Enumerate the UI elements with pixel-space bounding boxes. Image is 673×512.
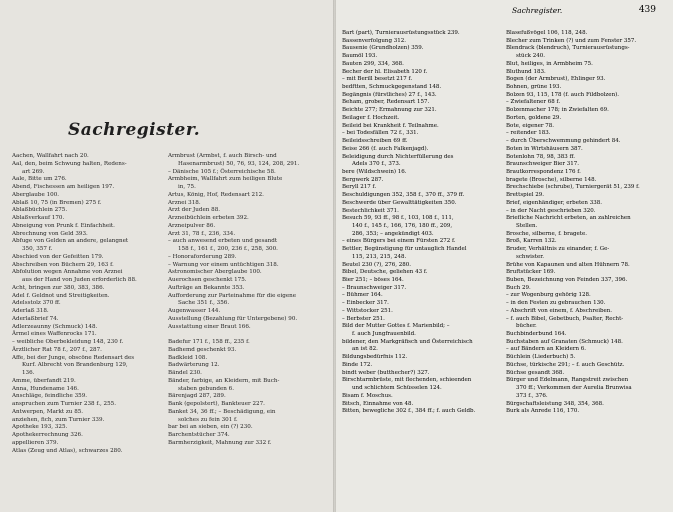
index-entry: 140 f., 145 f., 166, 176, 180 ff., 209, bbox=[352, 222, 453, 229]
index-entry: Brosche, silberne, f. bragete. bbox=[506, 230, 587, 237]
index-entry: Buchstaben auf Granaten (Schmuck) 148. bbox=[506, 338, 623, 345]
index-entry: bar bei an sieben, ein (?) 230. bbox=[168, 424, 253, 431]
index-entry: Ärztlicher Rat 78 f., 207 f., 287. bbox=[12, 346, 102, 353]
index-entry: 286, 353; – angekündigt 403. bbox=[352, 230, 434, 237]
index-entry: Birschtarmbrüste, mit flechenden, schieenden bbox=[342, 377, 472, 384]
index-entry: Abneigung von Prunk f. Einfachheit. bbox=[12, 222, 115, 229]
index-entry: – in den Festen zu gebrauchen 130. bbox=[506, 300, 606, 307]
index-entry: – durch Überschwemmung gehindert 84. bbox=[506, 138, 621, 145]
index-entry: Beryll 217 f. bbox=[342, 184, 377, 191]
index-entry: – Wittstocker 251. bbox=[342, 307, 393, 314]
index-entry: Beutel 230 (?), 276, 280. bbox=[342, 261, 412, 268]
index-entry: Braunschweiger Bier 317. bbox=[506, 161, 580, 168]
index-entry: Bote, eigener 78. bbox=[506, 122, 555, 129]
index-entry: Bruder, Verhältnis zu einander, f. Ge- bbox=[506, 246, 610, 253]
index-entry: Buchbinderbund 164. bbox=[506, 331, 567, 338]
index-entry: Büchse, türkische 291; – f. auch Geschütz. bbox=[506, 361, 625, 368]
index-entry bbox=[168, 331, 328, 339]
index-entry: – auch anwesend erbeten und gesandt bbox=[168, 238, 278, 245]
index-entry: – zur Wogenburg gehörig 128. bbox=[506, 292, 591, 299]
index-entry: schwister. bbox=[516, 253, 544, 260]
index-entry: Beichte 277; Ermahnung zur 321. bbox=[342, 107, 437, 114]
index-entry: Buch 29. bbox=[506, 284, 531, 291]
index-entry: Bolzen 93, 115, 178 (f. auch Fildbolzen). bbox=[506, 91, 619, 98]
index-entry: Abschreiben von Büchern 29, 163 f. bbox=[12, 261, 114, 268]
index-entry: bindt weber (butthecher?) 327. bbox=[342, 369, 430, 376]
index-entry: – Einbecker 317. bbox=[342, 300, 389, 307]
index-entry: Aderlaß 318. bbox=[12, 308, 49, 314]
index-entry: Aufträge an Bekannte 353. bbox=[168, 284, 245, 291]
index-column-3 bbox=[342, 30, 502, 416]
index-entry: Abend, Fischessen am heiligen 197. bbox=[12, 184, 115, 190]
index-entry: Bruftstücker 169. bbox=[506, 269, 556, 276]
index-entry: Adel f. Geldnot und Streitigkeiten. bbox=[12, 292, 110, 299]
index-entry: Broß, Karren 132. bbox=[506, 238, 557, 245]
index-entry: Abschied von der Gefeitten 179. bbox=[12, 253, 104, 260]
index-entry: solches zu fein 301 f. bbox=[178, 416, 238, 423]
index-entry: Ablaßverkauf 170. bbox=[12, 215, 65, 221]
index-entry: Baumöl 193. bbox=[342, 53, 378, 60]
index-entry: – Bühmer 164. bbox=[342, 292, 383, 299]
index-entry: Bier 251; – böses 164. bbox=[342, 277, 404, 283]
index-entry: Blendrack (blendruch), Turnierausrüstungs- bbox=[506, 45, 630, 52]
index-entry: – Berbster 251. bbox=[342, 315, 385, 322]
index-entry: Barchentstücher 374. bbox=[168, 432, 230, 438]
index-entry: Besuch 59, 93 ff., 98 f., 103, 108 f., 111, bbox=[342, 215, 454, 222]
index-entry: staben gebunden 6. bbox=[178, 385, 235, 392]
index-entry: Atlas (Zeug und Atlas), schwarzes 280. bbox=[12, 447, 123, 454]
index-entry: f. auch Jungfrauenbild. bbox=[352, 331, 416, 338]
index-entry: Bolzenmacher 178; in Zwiefalten 69. bbox=[506, 107, 609, 114]
index-entry: – Warnung vor einem untüchtigen 318. bbox=[168, 261, 279, 268]
index-entry: Blecher zum Trinken (?) und zum Fenster 357. bbox=[506, 37, 637, 44]
index-entry: Ausstellung (Bezahlung für Untergebene) 90. bbox=[168, 315, 298, 322]
index-entry: Ablaßbüchlein 275. bbox=[12, 207, 68, 214]
index-entry: Beilager f. Hochzeit. bbox=[342, 114, 400, 121]
index-entry: Bitten, bewegliche 302 f., 384 ff.; f. auch Geldb. bbox=[342, 408, 476, 415]
index-entry: in, 75. bbox=[178, 184, 196, 190]
index-entry: Bauten 299, 334, 368. bbox=[342, 60, 404, 67]
index-entry: Affe, bei der Junge, obscöne Redensart des bbox=[12, 354, 135, 361]
index-entry: Beschwerde über Gewalttätigkeiten 350. bbox=[342, 199, 457, 206]
page-number: 439 bbox=[638, 5, 656, 15]
index-entry: Aale, Bitte um 276. bbox=[12, 176, 67, 183]
index-entry: Barmherzigkeit, Mahnung zur 332 f. bbox=[168, 439, 272, 446]
index-entry: Begängnis (fürstliches) 27 f., 143. bbox=[342, 91, 437, 98]
index-entry: an ist 82. bbox=[352, 346, 378, 353]
index-entry: Augenwasser 144. bbox=[168, 308, 221, 314]
index-entry: Aufforderung zur Parteinahme für die eigene bbox=[168, 292, 297, 299]
index-entry: Arzt 31, 78 f., 236, 334. bbox=[168, 230, 236, 237]
index-entry: 115, 213, 215, 248. bbox=[352, 253, 407, 260]
index-entry: Bergwerk 287. bbox=[342, 176, 384, 183]
index-entry: Bohnen, grüne 193. bbox=[506, 84, 562, 91]
index-entry: Aachen, Wallfahrt nach 20. bbox=[12, 153, 89, 159]
index-entry: Arznei 318. bbox=[168, 199, 201, 206]
index-entry: Beleidigung durch Nichterfüllerung des bbox=[342, 153, 454, 160]
index-entry: Ablaß 10, 75 (in Bremen) 275 f. bbox=[12, 199, 102, 206]
index-entry: – reitender 183. bbox=[506, 130, 551, 137]
index-entry: Bild der Mutter Gottes f. Marienbild; – bbox=[342, 323, 450, 330]
index-entry: Binde 172. bbox=[342, 361, 373, 368]
index-entry: Becher der hl. Elisabeth 120 f. bbox=[342, 68, 428, 75]
index-entry: Beileid bei Krankheit f. Teilnahme. bbox=[342, 122, 439, 129]
index-entry: Anna, Hundename 146. bbox=[12, 385, 79, 392]
index-entry: Bassenverfolgung 312. bbox=[342, 37, 406, 44]
index-entry: Hasenarmbrust) 50, 76, 93, 124, 208, 291. bbox=[178, 160, 300, 167]
index-entry: Aberglaube 100. bbox=[12, 191, 60, 198]
index-entry: 370 ff.; Verkommen der Aurelia Brunwisa bbox=[516, 385, 632, 392]
index-entry: Brautkorrespondenz 176 f. bbox=[506, 168, 581, 175]
index-entry: Borten, goldene 29. bbox=[506, 114, 562, 121]
page-title: Sachregister. bbox=[68, 120, 201, 140]
index-entry: Beise 266 (f. auch Falkenjagd). bbox=[342, 145, 429, 152]
index-entry: anziehen, fich, zum Turnier 339. bbox=[12, 416, 105, 423]
index-entry: Adelsstolz 370 ff. bbox=[12, 300, 61, 307]
index-entry: Bibel, Deutsche, geliehen 43 f. bbox=[342, 269, 428, 276]
index-entry: Bänder, farbige, an Kleidern, mit Buch- bbox=[168, 377, 280, 384]
index-entry: Badefur 171 f., 158 ff., 235 f. bbox=[168, 339, 250, 345]
index-entry: Burk als Anrede 116, 170. bbox=[506, 408, 580, 415]
index-entry: Adlerzeaunny (Schmuck) 148. bbox=[12, 323, 98, 330]
index-column-4 bbox=[506, 30, 670, 416]
running-head: Sachregister. bbox=[512, 6, 563, 15]
index-entry: – eines Bürgers bei einem Fürsten 272 f. bbox=[342, 238, 456, 245]
index-entry: bücher. bbox=[516, 323, 537, 330]
index-entry: und schlichtem Schüsselen 124. bbox=[352, 385, 442, 392]
index-entry: stück 240. bbox=[516, 53, 545, 60]
index-entry: Abfuge von Gelden an andere, gelangnet bbox=[12, 238, 129, 245]
index-entry: Antwerpen, Markt zu 85. bbox=[12, 408, 84, 415]
right-page-header bbox=[342, 6, 662, 20]
index-entry: Arzneipulver 86. bbox=[168, 222, 216, 229]
index-entry: bildener, den Markgräfisch und Österreichisch bbox=[342, 338, 473, 345]
index-entry: Ausstattung einer Braut 166. bbox=[168, 323, 251, 330]
index-entry: Anschläge, feindliche 359. bbox=[12, 393, 88, 400]
index-entry: Bisam f. Moschus. bbox=[342, 392, 393, 399]
index-entry: 350, 357 f. bbox=[22, 246, 53, 252]
index-entry: Armbheim, Wallfahrt zum heiligen Blute bbox=[168, 176, 283, 183]
index-entry: – Zwiefaltener 68 f. bbox=[506, 99, 561, 106]
index-entry: Beschuldigungen 352, 358 f., 370 ff., 379 ff. bbox=[342, 192, 465, 199]
index-entry: – mit Berill besetzt 217 f. bbox=[342, 76, 413, 83]
index-entry: bedftten, Schmuckgegenstand 148. bbox=[342, 84, 442, 91]
index-entry: – Braunschweiger 317. bbox=[342, 284, 407, 291]
index-entry: 373 f., 376. bbox=[516, 392, 548, 399]
index-entry: Auerochsen geschenkt 175. bbox=[168, 277, 247, 283]
index-entry: Astronomischer Aberglaube 100. bbox=[168, 269, 262, 276]
left-page bbox=[0, 0, 333, 512]
index-entry: Artus, König, Hof, Redensart 212. bbox=[168, 191, 264, 198]
index-entry: Bausenie (Grundholzen) 359. bbox=[342, 45, 424, 52]
index-entry: Bestechlichkeit 371. bbox=[342, 207, 399, 214]
index-entry: bragete (Brosche), silberne 148. bbox=[506, 176, 597, 183]
index-entry: appellieren 379. bbox=[12, 439, 59, 446]
index-column-2 bbox=[168, 153, 328, 448]
index-entry: art 269. bbox=[22, 168, 45, 175]
index-entry: Beileidsschreiben 69 ff. bbox=[342, 138, 408, 145]
index-entry: Amme, überfandt 219. bbox=[12, 377, 76, 384]
index-entry: Brühe von Kapaunen und alten Hühnern 78. bbox=[506, 261, 630, 268]
index-entry: Abrechnung von Geld 393. bbox=[12, 230, 88, 237]
index-entry: Aal, den, beim Schwung halten, Redens- bbox=[12, 160, 127, 167]
index-entry: Acht, bringen zur 380, 383, 386. bbox=[12, 284, 105, 291]
index-entry: Aderlaßbrief 74. bbox=[12, 315, 59, 322]
index-entry: Bürgschaftsleistung 348, 354, 368. bbox=[506, 400, 604, 407]
index-entry: Sache 351 f., 356. bbox=[178, 300, 230, 307]
index-entry: Buben, Bezeichnung von Feinden 337, 396. bbox=[506, 277, 628, 283]
index-entry: Apotheke 193, 325. bbox=[12, 424, 68, 431]
index-entry: Abfolution wegen Annahme von Arznei bbox=[12, 269, 123, 276]
index-entry: Bluthund 183. bbox=[506, 68, 546, 75]
index-entry: Botenlohn 78, 98, 383 ff. bbox=[506, 153, 575, 160]
index-entry: anspruchen zum Turnier 238 f., 255. bbox=[12, 401, 117, 407]
index-entry: Bildungsbedürfnis 112. bbox=[342, 354, 408, 361]
index-entry: – Dänische 105 f.; Österreichische 58. bbox=[168, 168, 276, 175]
index-entry: Blut, heiliges, in Armbheim 75. bbox=[506, 60, 593, 67]
index-entry: Adels 370 f., 373. bbox=[352, 161, 401, 168]
index-entry: Badhemd geschenkt 93. bbox=[168, 346, 237, 353]
index-entry: Arzt der Juden 88. bbox=[168, 207, 221, 214]
index-entry: Bärenjagd 287, 289. bbox=[168, 393, 226, 400]
index-entry: Boten in Wirtshäusern 387. bbox=[506, 145, 583, 152]
index-entry: – in der Nacht geschrieben 320. bbox=[506, 207, 596, 214]
index-entry: aus der Hand von Juden erforderlich 88. bbox=[22, 277, 137, 283]
index-entry: – auf Bändern an Kleidern 6. bbox=[506, 346, 587, 353]
index-entry: Brechschiebe (schrube), Turniergerät 51, 239 f. bbox=[506, 184, 640, 191]
index-entry: Badwärterung 12. bbox=[168, 362, 220, 369]
index-entry: Arzneibüchlein erbeten 392. bbox=[168, 215, 249, 221]
index-entry: Armbrust (Armbst, f. auch Birsch- und bbox=[168, 153, 277, 159]
index-entry: Banket 34, 36 ff.; – Beschädigung, ein bbox=[168, 408, 276, 415]
index-entry: Apothekerrechnung 326. bbox=[12, 432, 83, 438]
index-entry: Kurf. Albrecht von Brandenburg 129, bbox=[22, 362, 128, 369]
index-entry: Brettspiel 29. bbox=[506, 192, 544, 199]
index-entry: Briefliche Nachricht erbeten, an zahlreichen bbox=[506, 215, 631, 222]
index-entry: Blasefußvögel 106, 118, 248. bbox=[506, 30, 588, 36]
index-entry: Stellen. bbox=[516, 222, 538, 229]
index-column-1 bbox=[12, 153, 162, 455]
index-entry: Bitsch, Einnahme von 48. bbox=[342, 400, 414, 407]
index-entry: – Abschrift von einem, f. Abschreiben. bbox=[506, 307, 613, 314]
index-entry: Bank (gepolstert), Bankteuer 227. bbox=[168, 401, 265, 407]
index-entry: – weibliche Oberbekleidung 148, 230 f. bbox=[12, 339, 124, 345]
index-entry: Brief, eigenhändiger, erbeten 338. bbox=[506, 199, 602, 206]
index-entry: Büchse gesandt 368. bbox=[506, 369, 565, 376]
index-entry: 158 f., 161 f., 200, 236 f., 258, 300. bbox=[178, 246, 278, 252]
index-entry: Ärmel eines Waffenrocks 171. bbox=[12, 331, 97, 338]
index-entry: – f. auch Bibel, Gebetbuch, Psalter, Recht- bbox=[506, 315, 624, 322]
index-entry: Bändel 230. bbox=[168, 370, 202, 376]
index-entry: Bart (part), Turnierausrüstungsstück 239. bbox=[342, 30, 460, 36]
index-entry: – Honoraforderung 289. bbox=[168, 253, 237, 260]
index-entry: 136. bbox=[22, 370, 35, 376]
index-entry: Büchlein (Liederbuch) 5. bbox=[506, 354, 576, 361]
index-entry: Bogen (der Armbrust), Ehlinger 93. bbox=[506, 76, 606, 83]
index-entry: Bürger und Edelmann, Rangstreit zwischen bbox=[506, 377, 629, 384]
index-entry: – bei Todesfällen 72 f., 331. bbox=[342, 130, 419, 137]
index-entry: Badkleid 108. bbox=[168, 354, 208, 361]
index-entry: Bettler, Begünstigung für untauglich Handel bbox=[342, 246, 467, 253]
index-entry: Beham, grober, Redensart 157. bbox=[342, 99, 430, 106]
index-entry: bere (Wildschwein) 16. bbox=[342, 168, 407, 175]
